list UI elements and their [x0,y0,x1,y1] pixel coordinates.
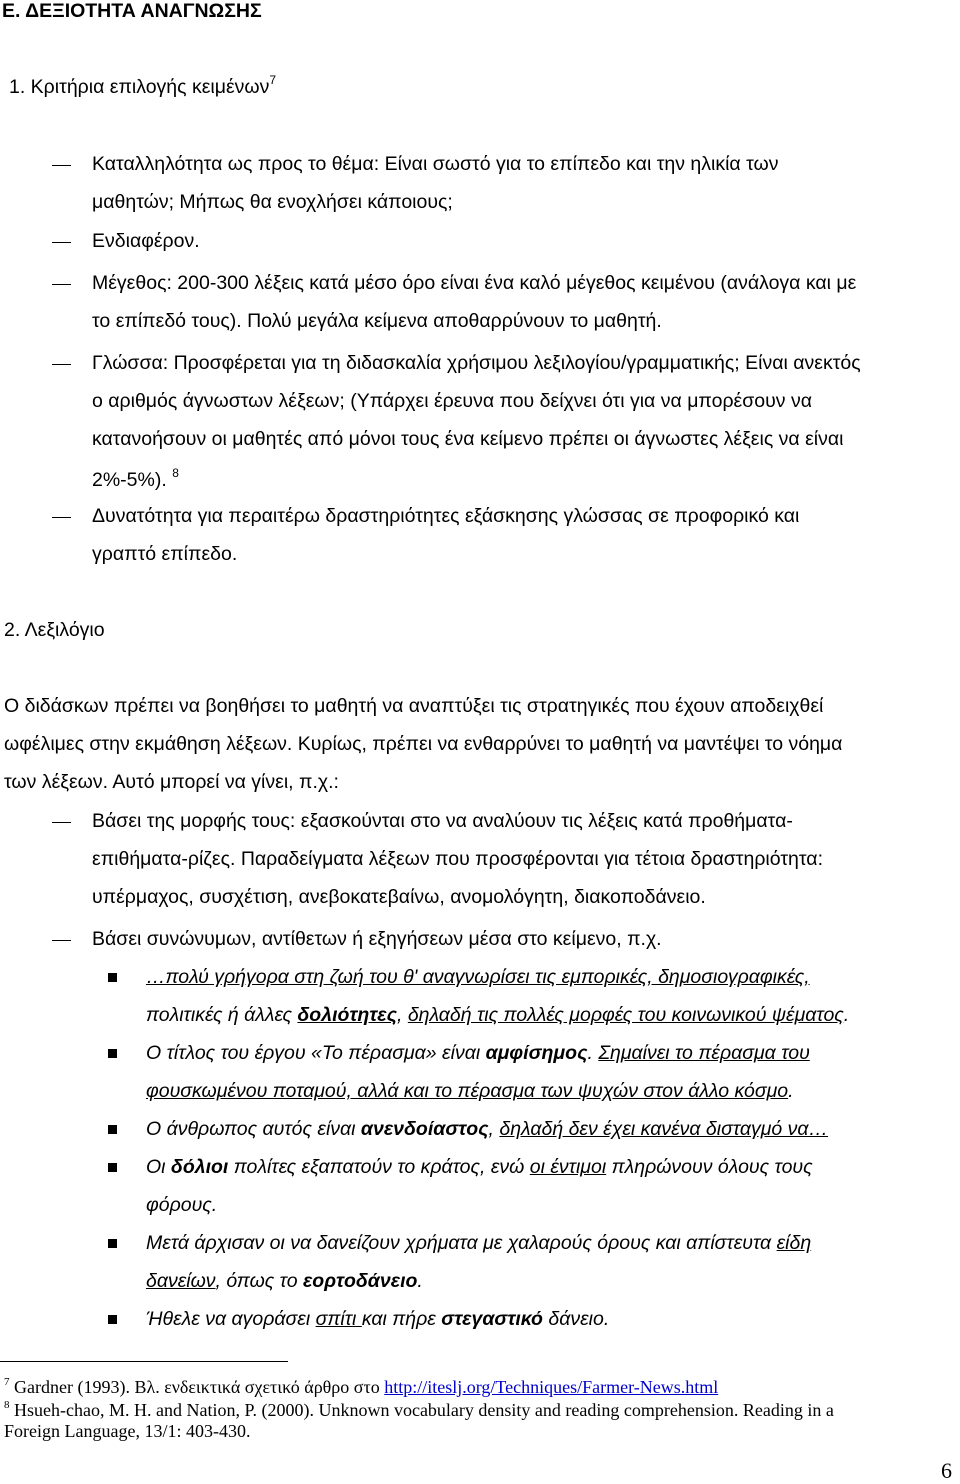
criteria-line [92,466,179,492]
dash-bullet [52,364,71,365]
section-title: Ε. ΔΕΞΙΟΤΗΤΑ ΑΝΑΓΝΩΣΗΣ [2,0,262,22]
dash-bullet [52,517,71,518]
example-text: , [396,1004,408,1026]
dash-bullet [52,165,71,166]
explanation-text: οι έντιμοι [529,1156,607,1178]
footnote-ref-7[interactable]: 7 [269,73,277,87]
criteria-line: Ενδιαφέρον. [92,230,200,252]
example-text: . [788,1080,794,1102]
example-line [146,1156,813,1179]
square-bullet [108,973,117,982]
strategy-line: Βάσει συνώνυμων, αντίθετων ή εξηγήσεων μέσα στο κείμενο, π.χ. [92,928,662,950]
example-text: Ο τίτλος του έργου «Το πέρασμα» είναι [146,1042,486,1064]
criteria-line-text: 2%-5%). [92,469,167,491]
section-2-heading: 2. Λεξιλόγιο [4,619,105,641]
example-line [146,1194,217,1217]
strategy-line: Βάσει της μορφής τους: εξασκούνται στο να αναλύουν τις λέξεις κατά προθήματα- [92,810,793,832]
example-text: Ήθελε να αγοράσει [146,1308,316,1330]
square-bullet [108,1239,117,1248]
square-bullet [108,1163,117,1172]
example-text: . [587,1042,599,1064]
explanation-text: Σημαίνει το πέρασμα του [598,1042,810,1064]
criteria-line: Καταλληλότητα ως προς το θέμα: Είναι σωστό για το επίπεδο και την ηλικία των [92,153,779,175]
criteria-line: ο αριθμός άγνωστων λέξεων; (Υπάρχει έρευνα που δείχνει ότι για να μπορέσουν να [92,390,812,412]
target-word: δόλιοι [170,1156,229,1178]
section-1-heading-text: 1. Κριτήρια επιλογής κειμένων [9,76,270,98]
example-line [146,1080,794,1103]
criteria-line: το επίπεδό τους). Πολύ μεγάλα κείμενα αποθαρρύνουν το μαθητή. [92,310,662,332]
square-bullet [108,1125,117,1134]
footnote-8-continued: Foreign Language, 13/1: 403-430. [4,1421,251,1441]
dash-bullet [52,284,71,285]
example-text: και πήρε [361,1308,442,1330]
criteria-line: μαθητών; Μήπως θα ενοχλήσει κάποιους; [92,191,453,213]
example-text: , όπως το [215,1270,303,1292]
example-text: φόρους. [146,1194,218,1216]
dash-bullet [52,822,71,823]
example-text: πολίτες εξαπατούν το κράτος, ενώ [228,1156,530,1178]
example-line [146,1232,811,1255]
explanation-text: δηλαδή δεν έχει κανένα δισταγμό να… [499,1118,829,1140]
criteria-line: γραπτό επίπεδο. [92,543,238,565]
criteria-line: Γλώσσα: Προσφέρεται για τη διδασκαλία χρήσιμου λεξιλογίου/γραμματικής; Είναι ανεκτός [92,352,861,374]
target-word: στεγαστικό [441,1308,543,1330]
example-text: πολιτικές ή άλλες [146,1004,298,1026]
footnote-8 [4,1399,834,1421]
target-word: αμφίσημος [485,1042,588,1064]
explanation-text: σπίτι [315,1308,362,1330]
example-line [146,1118,828,1141]
intro-line: των λέξεων. Αυτό μπορεί να γίνει, π.χ.: [4,771,339,793]
explanation-text: δηλαδή τις πολλές μορφές του κοινωνικού ψέματος [407,1004,844,1026]
strategy-line: επιθήματα-ρίζες. Παραδείγματα λέξεων που προσφέρονται για τέτοια δραστηριότητα: [92,848,823,870]
intro-line: ωφέλιμες στην εκμάθηση λέξεων. Κυρίως, πρέπει να ενθαρρύνει το μαθητή να μαντέψει το νόημα [4,733,843,755]
example-text: πληρώνουν όλους τους [606,1156,813,1178]
footnote-number: 7 [4,1376,10,1388]
footnote-link[interactable]: http://iteslj.org/Techniques/Farmer-News.html [384,1377,719,1397]
example-text: δάνειο. [542,1308,610,1330]
example-text: . [417,1270,423,1292]
example-text: …πολύ γρήγορα στη ζωή του θ' αναγνωρίσει τις εμπορικές, δημοσιογραφικές, [146,966,810,988]
page-number: 6 [941,1458,952,1483]
intro-line: Ο διδάσκων πρέπει να βοηθήσει το μαθητή να αναπτύξει τις στρατηγικές που έχουν αποδειχθεί [4,695,824,717]
target-word: εορτοδάνειο [302,1270,418,1292]
example-text: Οι [146,1156,171,1178]
footnote-text: Hsueh-chao, M. H. and Nation, P. (2000). Unknown vocabulary density and reading comprehension. Reading in a [14,1400,834,1420]
example-line [146,1308,609,1331]
example-line [146,1270,423,1293]
example-text: , [488,1118,500,1140]
square-bullet [108,1315,117,1324]
section-1-heading [9,73,276,99]
example-text: Ο άνθρωπος αυτός είναι [146,1118,361,1140]
criteria-line: κατανοήσουν οι μαθητές από μόνοι τους ένα κείμενο πρέπει οι άγνωστες λέξεις να είναι [92,428,844,450]
strategy-line: υπέρμαχος, συσχέτιση, ανεβοκατεβαίνω, ανομολόγητη, διακοποδάνειο. [92,886,706,908]
criteria-line: Μέγεθος: 200-300 λέξεις κατά μέσο όρο είναι ένα καλό μέγεθος κειμένου (ανάλογα και με [92,272,857,294]
target-word: δολιότητες [297,1004,397,1026]
dash-bullet [52,242,71,243]
footnote-ref-8[interactable]: 8 [172,466,179,480]
square-bullet [108,1049,117,1058]
example-line [146,1042,810,1065]
example-line [146,966,810,989]
example-text: . [843,1004,850,1026]
footnote-number: 8 [4,1399,10,1411]
criteria-line: Δυνατότητα για περαιτέρω δραστηριότητες εξάσκησης γλώσσας σε προφορικό και [92,505,800,527]
explanation-text: είδη [776,1232,812,1254]
example-text: Μετά άρχισαν οι να δανείζουν χρήματα με χαλαρούς όρους και απίστευτα [146,1232,777,1254]
explanation-text: δανείων [146,1270,216,1292]
footnote-text: Gardner (1993). Βλ. ενδεικτικά σχετικό άρθρο στο [14,1377,385,1397]
target-word: ανενδοίαστος [360,1118,489,1140]
example-line [146,1004,849,1027]
footnote-separator [0,1361,288,1362]
footnote-7 [4,1376,718,1398]
dash-bullet [52,940,71,941]
explanation-text: φουσκωμένου ποταμού, αλλά και το πέρασμα των ψυχών στον άλλο κόσμο [146,1080,789,1102]
